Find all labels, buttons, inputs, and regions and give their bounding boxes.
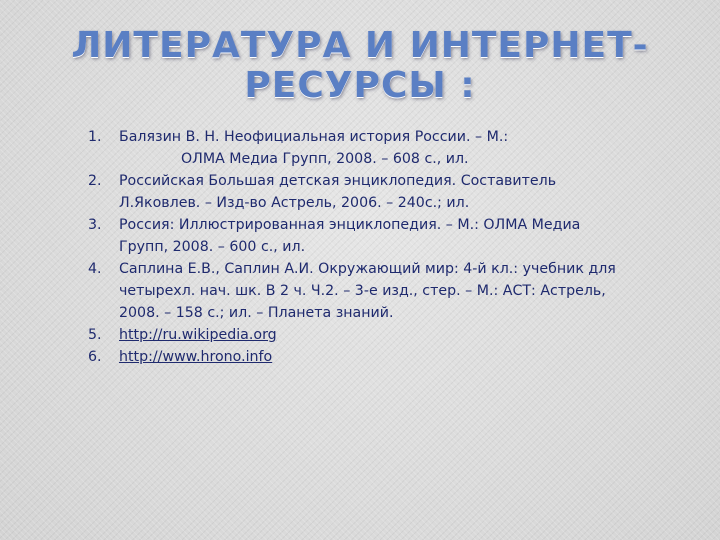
reference-line: Групп, 2008. – 600 с., ил. — [119, 239, 306, 255]
reference-line: Л.Яковлев. – Изд-во Астрель, 2006. – 240с.; ил. — [119, 195, 470, 211]
reference-number: 6. — [88, 349, 102, 365]
reference-item — [88, 126, 648, 170]
reference-item — [88, 170, 648, 214]
reference-line: четырехл. нач. шк. В 2 ч. Ч.2. – 3-е изд., стер. – М.: АСТ: Астрель, — [119, 283, 606, 299]
reference-line: Россия: Иллюстрированная энциклопедия. – М.: ОЛМА Медиа — [119, 217, 581, 233]
reference-line: ОЛМА Медиа Групп, 2008. – 608 с., ил. — [181, 151, 469, 167]
reference-list — [88, 126, 648, 368]
slide-title: ЛИТЕРАТУРА И ИНТЕРНЕТ-РЕСУРСЫ : — [71, 25, 649, 106]
reference-line: Российская Большая детская энциклопедия. Составитель — [119, 173, 557, 189]
wikipedia-link[interactable]: http://ru.wikipedia.org — [119, 327, 277, 343]
hrono-link[interactable]: http://www.hrono.info — [119, 349, 273, 365]
reference-line: 2008. – 158 с.; ил. – Планета знаний. — [119, 305, 394, 321]
reference-number: 1. — [88, 129, 102, 145]
reference-number: 5. — [88, 327, 102, 343]
reference-number: 4. — [88, 261, 102, 277]
reference-item — [88, 346, 648, 368]
reference-number: 3. — [88, 217, 102, 233]
reference-number: 2. — [88, 173, 102, 189]
reference-item — [88, 214, 648, 258]
reference-item — [88, 324, 648, 346]
reference-line: Саплина Е.В., Саплин А.И. Окружающий мир: 4-й кл.: учебник для — [119, 261, 616, 277]
reference-item — [88, 258, 648, 324]
reference-line: Балязин В. Н. Неофициальная история России. – М.: — [119, 129, 509, 145]
